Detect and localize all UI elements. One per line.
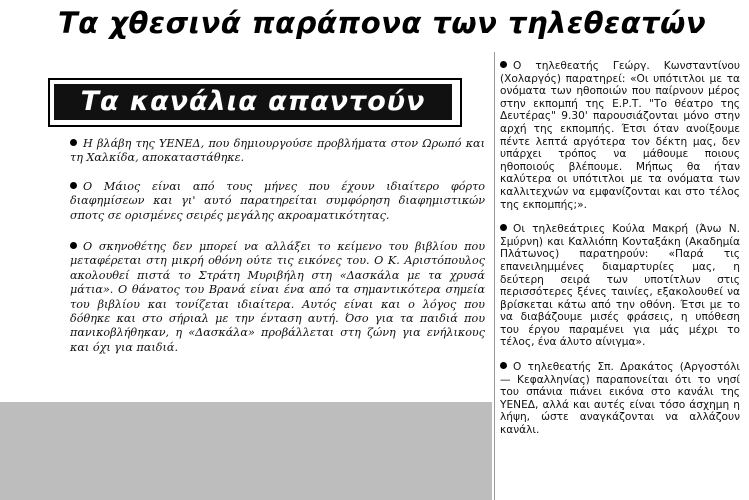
- page-background-area: [0, 402, 492, 500]
- left-paragraph-2: [70, 180, 485, 223]
- left-paragraph-1: [70, 137, 485, 166]
- bullet-icon: [70, 139, 77, 146]
- left-paragraph-text: Ο σκηνοθέτης δεν μπορεί να αλλάξει το κείμενο του βιβλίου που μεταφέρεται στη μικρή οθόνη ούτε τις εικόνες του. Ο Κ. Αριστόπουλος ακολουθεί πιστά το Στράτη Μυριβήλη στη «Δασκάλα με τα χρυσά μάτια». Ο θάνατος του Βρανά είναι ένα από τα σημαντικότερα σημεία του βιβλίου και τονίζεται ιδιαίτερα. Αυτός είναι και ο λόγος που δόθηκε και στο σήριαλ με την ένταση αυτή. Όσο για τα παιδιά που πανικοβλήθηκαν, η «Δασκάλα» προβάλλεται στη ζώνη για ενήλικους και όχι για παιδιά.: [70, 240, 485, 354]
- bullet-icon: [70, 242, 77, 249]
- right-paragraph-1: [500, 60, 740, 211]
- right-column: [500, 60, 740, 449]
- subheadline-box: [48, 78, 462, 127]
- bullet-icon: [500, 362, 507, 369]
- subheadline: Τα κανάλια απαντούν: [54, 84, 452, 120]
- right-paragraph-3: [500, 361, 740, 437]
- left-paragraph-3: [70, 240, 485, 355]
- left-column: [0, 60, 492, 402]
- left-paragraph-text: Η βλάβη της ΥΕΝΕΔ, που δημιουργούσε προβλήματα στον Ωρωπό και τη Χαλκίδα, αποκαταστάθηκε.: [70, 137, 485, 165]
- right-paragraph-2: [500, 223, 740, 349]
- bullet-icon: [500, 224, 507, 231]
- bullet-icon: [70, 182, 77, 189]
- right-paragraph-text: Ο τηλεθεατής Γεώργ. Κωνσταντίνου (Χολαργός) παρατηρεί: «Οι υπότιτλοι με τα ονόματα των ηθοποιών που παίρνουν μέρος στην εκπομπή της Ε.Ρ.Τ. "Το θέατρο της Δευτέρας" 9.30' παρουσιάζονται μόνο στην αρχή της εκπομπής. Έτσι όταν ανοίξουμε πέντε λεπτά αργότερα τον δέκτη μας, δεν υπάρχει τρόπος να μάθουμε ποιους ηθοποιούς βλέπουμε. Μήπως θα ήταν καλύτερα οι υπότιτλοι με τα ονόματα των καλλιτεχνών να εμφανίζονται και στο τέλος της εκπομπής;».: [500, 60, 740, 211]
- right-paragraph-text: Οι τηλεθεάτριες Κούλα Μακρή (Άνω Ν. Σμύρνη) και Καλλιόπη Κονταξάκη (Ακαδημία Πλάτωνος) παρατηρούν: «Παρά τις επανειλημμένες διαμαρτυρίες μας, η δεύτερη σειρά των υποτίτλων στις περισσότερες ξένες ταινίες, εξακολουθεί να βρίσκεται κάτω από την οθόνη. Έτσι με το να διαβάζουμε μισές φράσεις, η υπόθεση του έργου παραμένει για μάς μέχρι το τέλος, ένα άλυτο αίνιγμα».: [500, 223, 740, 349]
- column-divider: [494, 52, 495, 500]
- left-paragraph-text: Ο Μάιος είναι από τους μήνες που έχουν ιδιαίτερο φόρτο διαφημίσεων και γι' αυτό παρατηρείται συμφόρηση διαφημιστικών σποτς σε ορισμένες σειρές μεγάλης ακροαματικότητας.: [70, 180, 485, 222]
- headline: Τα χθεσινά παράπονα των τηλεθεατών: [58, 6, 707, 40]
- right-paragraph-text: Ο τηλεθεατής Σπ. Δρακάτος (Αργοστόλι — Κεφαλληνίας) παραπονείται ότι το νησί του σπάνια πιάνει εικόνα στο κανάλι της ΥΕΝΕΔ, αλλά και αυτές είναι τόσο άσχημη η λήψη, ώστε αναγκάζονται να αλλάζουν κανάλι.: [500, 361, 740, 437]
- bullet-icon: [500, 61, 507, 68]
